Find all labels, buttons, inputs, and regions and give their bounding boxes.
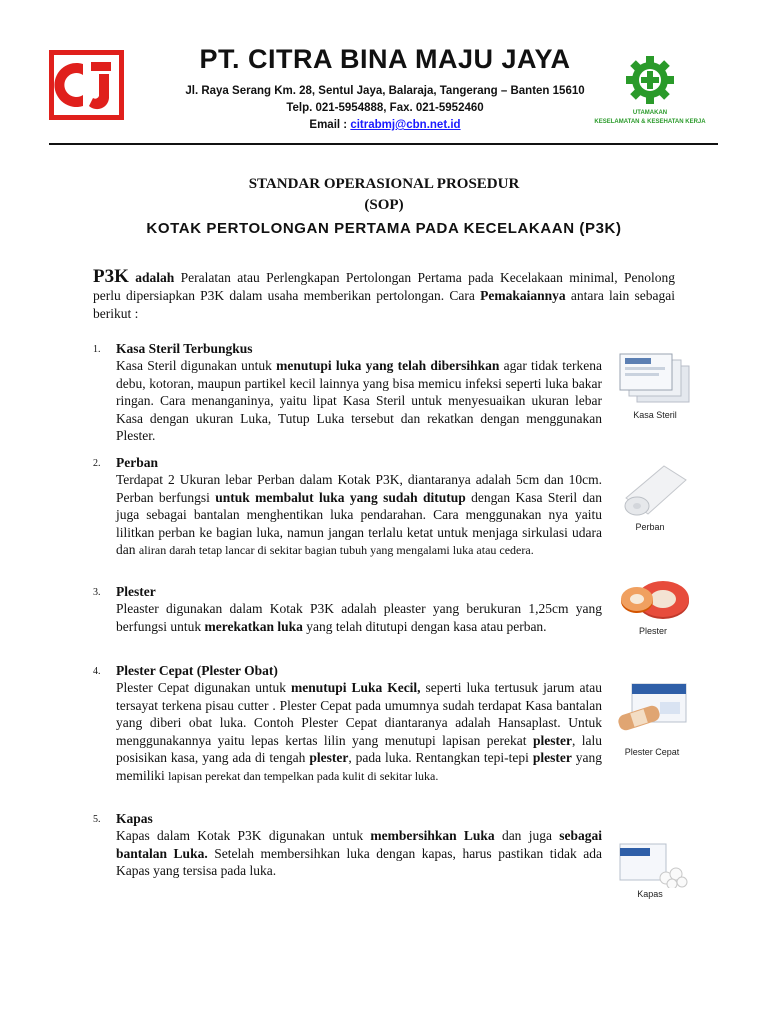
item-title: Plester Cepat (Plester Obat) [116, 663, 278, 678]
intro-pemakaian: Pemakaiannya [480, 288, 566, 303]
item-emphasis: sebagai bantalan Luka. [116, 828, 602, 861]
email-label: Email : [309, 119, 351, 131]
company-address: Jl. Raya Serang Km. 28, Sentul Jaya, Balaraja, Tangerang – Banten 15610 [185, 85, 585, 97]
item-body [116, 471, 602, 560]
item-title: Kasa Steril Terbungkus [116, 341, 253, 356]
item-text: , pada luka. Rentangkan tepi-tepi [348, 750, 533, 765]
item-title: Kapas [116, 811, 153, 826]
perban-image [618, 458, 690, 518]
company-phone: Telp. 021-5954888, Fax. 021-5952460 [286, 102, 484, 114]
plester-cepat-caption: Plester Cepat [624, 747, 680, 757]
doc-title-line2: (SOP) [364, 197, 404, 213]
item-text: Kasa Steril digunakan untuk [116, 358, 277, 373]
item-emphasis: merekatkan luka [204, 618, 303, 634]
email-link[interactable]: citrabmj@cbn.net.id [350, 119, 461, 131]
item-text: Kapas dalam Kotak P3K digunakan untuk [116, 828, 371, 843]
item-title: Perban [116, 455, 158, 470]
item-emphasis: plester [532, 750, 572, 765]
item-text: Terdapat 2 Ukuran lebar Perban dalam Kotak P3K, diantaranya adalah 5cm dan 10cm. Perban berfungsi [116, 472, 602, 505]
item-text: , lalu posisikan kasa, yang ada di tengah [116, 732, 602, 765]
item-text: Setelah membersihkan luka dengan kapas, harus pastikan tidak ada Kapas yang tersisa pada luka. [116, 845, 602, 878]
k3-slogan-line2: KESELAMATAN & KESEHATAN KERJA [594, 119, 706, 125]
item-emphasis: plester [309, 750, 349, 765]
item-text: Pleaster digunakan dalam Kotak P3K adalah pleaster yang berukuran 1,25cm yang berfungsi untuk [116, 601, 602, 634]
doc-title-line1: STANDAR OPERASIONAL PROSEDUR [248, 176, 520, 192]
item-number: 5. [93, 814, 101, 825]
item-text: Plester Cepat digunakan untuk [116, 680, 292, 695]
company-email-line [150, 119, 620, 131]
item-text: yang telah ditutupi dengan kasa atau perban. [302, 618, 547, 634]
item-body [116, 600, 602, 635]
intro-adalah: adalah [128, 270, 175, 285]
item-text: yang memiliki [116, 750, 602, 783]
item-text: dengan Kasa Steril dan juga sebagai bantalan menghentikan luka pendarahan. Cara menggunakan nya yaitu lilitkan perban ke bagian luka, namun jangan terlalu ketat untuk menjaga sirkulasi udara dan [116, 489, 602, 557]
item-title: Plester [116, 584, 156, 599]
item-body [116, 357, 602, 445]
item-emphasis: menutupi luka yang telah dibersihkan [276, 358, 500, 373]
kapas-caption: Kapas [637, 889, 663, 899]
kapas-image [616, 840, 690, 888]
item-emphasis: membersihkan Luka [370, 828, 495, 843]
plester-caption: Plester [638, 626, 667, 636]
kasa-steril-caption: Kasa Steril [633, 410, 677, 420]
item-body [116, 827, 602, 880]
k3-slogan-line1: UTAMAKAN [632, 110, 668, 116]
intro-text2: antara lain sebagai berikut : [93, 288, 675, 321]
doc-title-line3: KOTAK PERTOLONGAN PERTAMA PADA KECELAKAAN (P3K) [146, 220, 622, 237]
header-divider [49, 143, 718, 145]
kasa-steril-image [617, 352, 692, 404]
intro-p3k: P3K [93, 266, 129, 287]
perban-caption: Perban [635, 522, 665, 532]
item-body [116, 679, 602, 785]
item-emphasis: plester [532, 732, 572, 748]
plester-image [615, 575, 695, 623]
company-name: PT. CITRA BINA MAJU JAYA [199, 44, 571, 74]
item-number: 2. [93, 458, 101, 469]
item-text: dan juga [494, 828, 560, 843]
item-text: seperti luka tertusuk jarum atau tersayat terkena pisau cutter . Plester Cepat pada umumnya sudah terdapat Kasa bantalan yang diberi obat luka. Contoh Plester Cepat diantaranya adalah Hansaplast. Untuk menggunakannya yaitu lepas kertas lilin yang menutupi lapisan perekat [116, 680, 602, 748]
plester-cepat-image [614, 680, 690, 740]
item-text: agar tidak terkena debu, kotoran, maupun partikel kecil lainnya yang bisa memicu infeksi seperti luka bakar ringan. Cara menanganinya, yaitu lipat Kasa Steril untuk menyesuaikan ukuran lebar Kasa dengan ukuran Luka, Tutup Luka tersebut dan rekatkan dengan menggunakan Plester. [116, 358, 602, 443]
item-number: 1. [93, 344, 101, 355]
item-text: aliran darah tetap lancar di sekitar bagian tubuh yang mengalami luka atau cedera. [138, 543, 534, 557]
item-text: lapisan perekat dan tempelkan pada kulit di sekitar luka. [168, 768, 439, 783]
intro-paragraph [93, 268, 675, 323]
item-number: 4. [93, 666, 101, 677]
item-number: 3. [93, 587, 101, 598]
letterhead [0, 0, 768, 150]
company-logo [49, 50, 124, 120]
intro-text1: Peralatan atau Perlengkapan Pertolongan Pertama pada Kecelakaan minimal, Penolong perlu dipersiapkan P3K dalam usaha memberikan pertolongan. Cara [93, 270, 675, 303]
item-emphasis: untuk membalut luka yang sudah ditutup [215, 489, 466, 505]
item-emphasis: menutupi Luka Kecil, [291, 680, 421, 695]
